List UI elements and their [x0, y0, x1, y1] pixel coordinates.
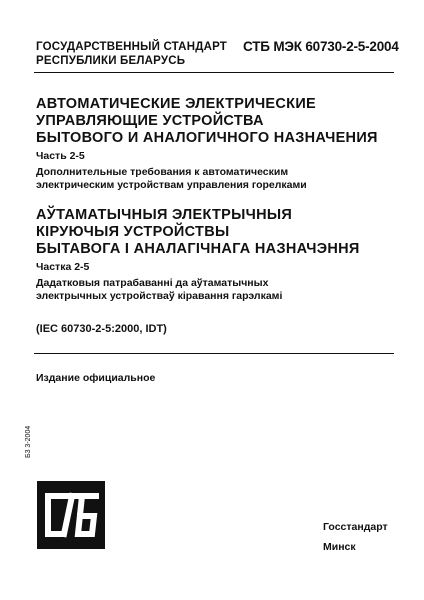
publisher-city: Минск: [323, 541, 356, 553]
authority-line-2: РЕСПУБЛИКИ БЕЛАРУСЬ: [36, 55, 186, 67]
title-by-part: Частка 2-5: [36, 261, 90, 273]
title-ru-part: Часть 2-5: [36, 150, 85, 162]
title-ru-sub-line-1: Дополнительные требования к автоматическим: [36, 166, 289, 178]
title-belarusian-main: [36, 207, 396, 258]
standard-designation: СТБ МЭК 60730-2-5-2004: [243, 39, 399, 54]
title-by-line-1: АЎТАМАТЫЧНЫЯ ЭЛЕКТРЫЧНЫЯ: [36, 207, 293, 223]
iec-reference: (IEC 60730-2-5:2000, IDT): [36, 323, 167, 335]
title-ru-subtitle: [36, 166, 396, 191]
edition-label: Издание официальное: [36, 372, 156, 384]
title-ru-line-3: БЫТОВОГО И АНАЛОГИЧНОГО НАЗНАЧЕНИЯ: [36, 130, 378, 146]
title-ru-sub-line-2: электрическим устройствам управления горелками: [36, 178, 307, 191]
publisher-name: Госстандарт: [323, 521, 388, 533]
title-ru-line-2: УПРАВЛЯЮЩИЕ УСТРОЙСТВА: [36, 113, 264, 129]
title-by-line-3: БЫТАВОГА І АНАЛАГІЧНАГА НАЗНАЧЭННЯ: [36, 241, 360, 257]
title-by-subtitle: [36, 277, 396, 302]
title-by-sub-line-1: Дадатковыя патрабаванні да аўтаматычных: [36, 277, 269, 289]
title-ru-line-1: АВТОМАТИЧЕСКИЕ ЭЛЕКТРИЧЕСКИЕ: [36, 96, 317, 112]
title-russian: [36, 96, 396, 191]
top-divider: [34, 72, 394, 73]
issuing-authority: [36, 40, 227, 68]
title-by-sub-line-2: электрычных устройстваў кiравання гарэлкамі: [36, 289, 283, 302]
bottom-divider: [34, 353, 394, 354]
title-russian-main: [36, 96, 396, 147]
title-by-line-2: КІРУЮЧЫЯ УСТРОЙСТВЫ: [36, 224, 230, 240]
title-belarusian: [36, 207, 396, 302]
stb-logo-icon: [36, 480, 106, 550]
side-code: Б3 3-2004: [25, 425, 32, 458]
authority-line-1: ГОСУДАРСТВЕННЫЙ СТАНДАРТ: [36, 41, 228, 53]
